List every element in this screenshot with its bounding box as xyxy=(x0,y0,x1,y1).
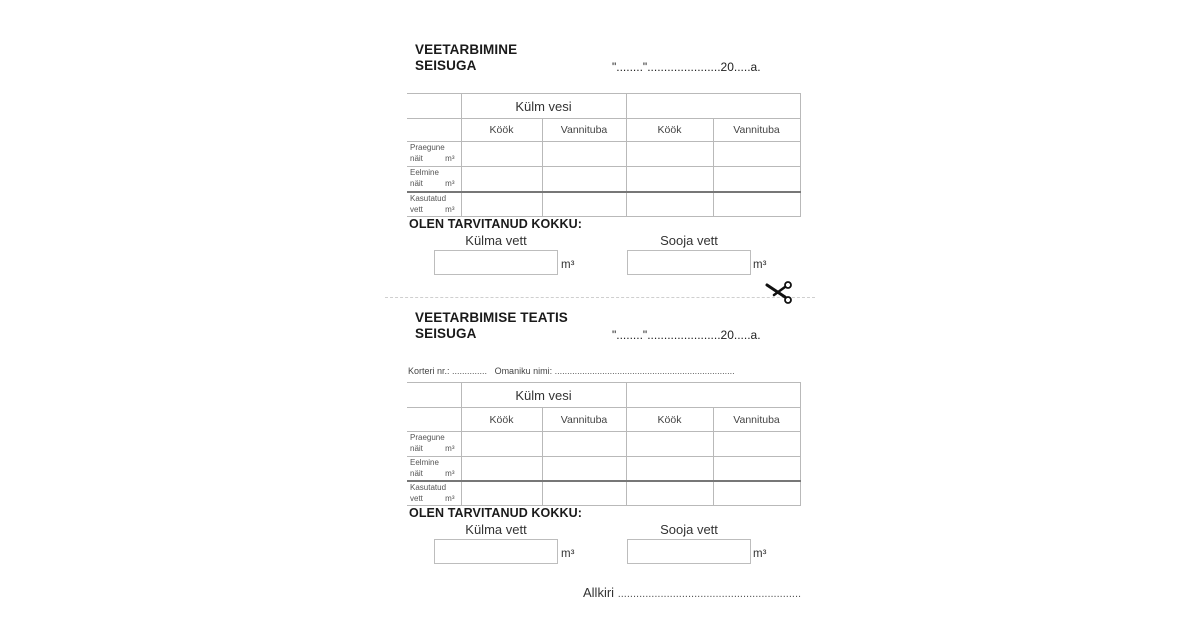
sub-header-kitchen-cold: Köök xyxy=(461,408,542,432)
top-hot-water-label: Sooja vett xyxy=(660,233,718,248)
input-cell[interactable] xyxy=(713,481,800,506)
table-row xyxy=(407,432,800,457)
top-hot-unit: m³ xyxy=(753,259,767,271)
row-label-used: Kasutatud vett m³ xyxy=(407,192,461,217)
input-cell[interactable] xyxy=(626,481,713,506)
input-cell[interactable] xyxy=(461,457,542,481)
hot-water-header xyxy=(626,94,800,119)
cold-water-header: Külm vesi xyxy=(461,383,626,408)
input-cell[interactable] xyxy=(542,167,626,192)
hot-water-header xyxy=(626,383,800,408)
top-cold-water-total-field[interactable] xyxy=(434,250,558,275)
corner-cell xyxy=(407,119,461,142)
table-row xyxy=(407,142,800,167)
sub-header-bathroom-hot: Vannituba xyxy=(713,408,800,432)
bottom-title-line1: VEETARBIMISE TEATIS xyxy=(415,310,568,325)
sub-header-bathroom-cold: Vannituba xyxy=(542,119,626,142)
top-title-line2: SEISUGA xyxy=(415,58,477,73)
top-summary-title: OLEN TARVITANUD KOKKU: xyxy=(409,217,583,231)
sub-header-bathroom-hot: Vannituba xyxy=(713,119,800,142)
apartment-label: Korteri nr.: xyxy=(408,366,450,376)
bottom-hot-water-label: Sooja vett xyxy=(660,522,718,537)
sub-header-row xyxy=(407,408,800,432)
row-label-current: Praegune näit m³ xyxy=(407,432,461,457)
bottom-readings-table xyxy=(407,382,801,506)
row-label-used: Kasutatud vett m³ xyxy=(407,481,461,506)
top-form-title xyxy=(415,42,517,74)
owner-name-field[interactable]: ........................................................................ xyxy=(554,366,735,376)
apartment-owner-line xyxy=(408,366,735,376)
input-cell[interactable] xyxy=(461,167,542,192)
input-cell[interactable] xyxy=(461,142,542,167)
input-cell[interactable] xyxy=(713,167,800,192)
sub-header-kitchen-hot: Köök xyxy=(626,408,713,432)
table-row xyxy=(407,192,800,217)
corner-cell xyxy=(407,94,461,119)
input-cell[interactable] xyxy=(713,432,800,457)
group-header-row xyxy=(407,94,800,119)
input-cell[interactable] xyxy=(461,432,542,457)
input-cell[interactable] xyxy=(713,142,800,167)
row-label-current: Praegune näit m³ xyxy=(407,142,461,167)
bottom-hot-water-total-field[interactable] xyxy=(627,539,751,564)
row-label-previous: Eelmine näit m³ xyxy=(407,457,461,481)
input-cell[interactable] xyxy=(461,192,542,217)
input-cell[interactable] xyxy=(626,142,713,167)
row-label-previous: Eelmine näit m³ xyxy=(407,167,461,192)
bottom-hot-unit: m³ xyxy=(753,548,767,560)
input-cell[interactable] xyxy=(542,192,626,217)
input-cell[interactable] xyxy=(542,457,626,481)
group-header-row xyxy=(407,383,800,408)
table-row xyxy=(407,167,800,192)
bottom-date-field[interactable]: "........"......................20.....a. xyxy=(612,328,761,342)
signature-label: Allkiri xyxy=(583,585,615,600)
scissors-icon xyxy=(765,281,793,305)
sub-header-row xyxy=(407,119,800,142)
cut-line xyxy=(385,297,815,298)
owner-label: Omaniku nimi: xyxy=(494,366,553,376)
apartment-number-field[interactable]: .............. xyxy=(452,366,488,376)
corner-cell xyxy=(407,408,461,432)
table-row xyxy=(407,457,800,481)
top-title-line1: VEETARBIMINE xyxy=(415,42,518,57)
top-readings-table xyxy=(407,93,801,217)
top-cold-water-label: Külma vett xyxy=(465,233,527,248)
top-date-field[interactable]: "........"......................20.....a. xyxy=(612,60,761,74)
input-cell[interactable] xyxy=(713,192,800,217)
input-cell[interactable] xyxy=(626,192,713,217)
sub-header-kitchen-cold: Köök xyxy=(461,119,542,142)
input-cell[interactable] xyxy=(626,457,713,481)
top-cold-unit: m³ xyxy=(561,259,575,271)
sub-header-kitchen-hot: Köök xyxy=(626,119,713,142)
bottom-form-title xyxy=(415,310,568,342)
table-row xyxy=(407,481,800,506)
sub-header-bathroom-cold: Vannituba xyxy=(542,408,626,432)
bottom-title-line2: SEISUGA xyxy=(415,326,477,341)
bottom-summary-title: OLEN TARVITANUD KOKKU: xyxy=(409,506,583,520)
input-cell[interactable] xyxy=(542,432,626,457)
signature-line xyxy=(583,585,801,600)
input-cell[interactable] xyxy=(626,432,713,457)
bottom-cold-water-label: Külma vett xyxy=(465,522,527,537)
input-cell[interactable] xyxy=(461,481,542,506)
input-cell[interactable] xyxy=(542,481,626,506)
cold-water-header: Külm vesi xyxy=(461,94,626,119)
corner-cell xyxy=(407,383,461,408)
input-cell[interactable] xyxy=(626,167,713,192)
input-cell[interactable] xyxy=(713,457,800,481)
bottom-cold-water-total-field[interactable] xyxy=(434,539,558,564)
signature-field[interactable]: ............................................................ xyxy=(617,588,802,600)
bottom-cold-unit: m³ xyxy=(561,548,575,560)
input-cell[interactable] xyxy=(542,142,626,167)
top-hot-water-total-field[interactable] xyxy=(627,250,751,275)
